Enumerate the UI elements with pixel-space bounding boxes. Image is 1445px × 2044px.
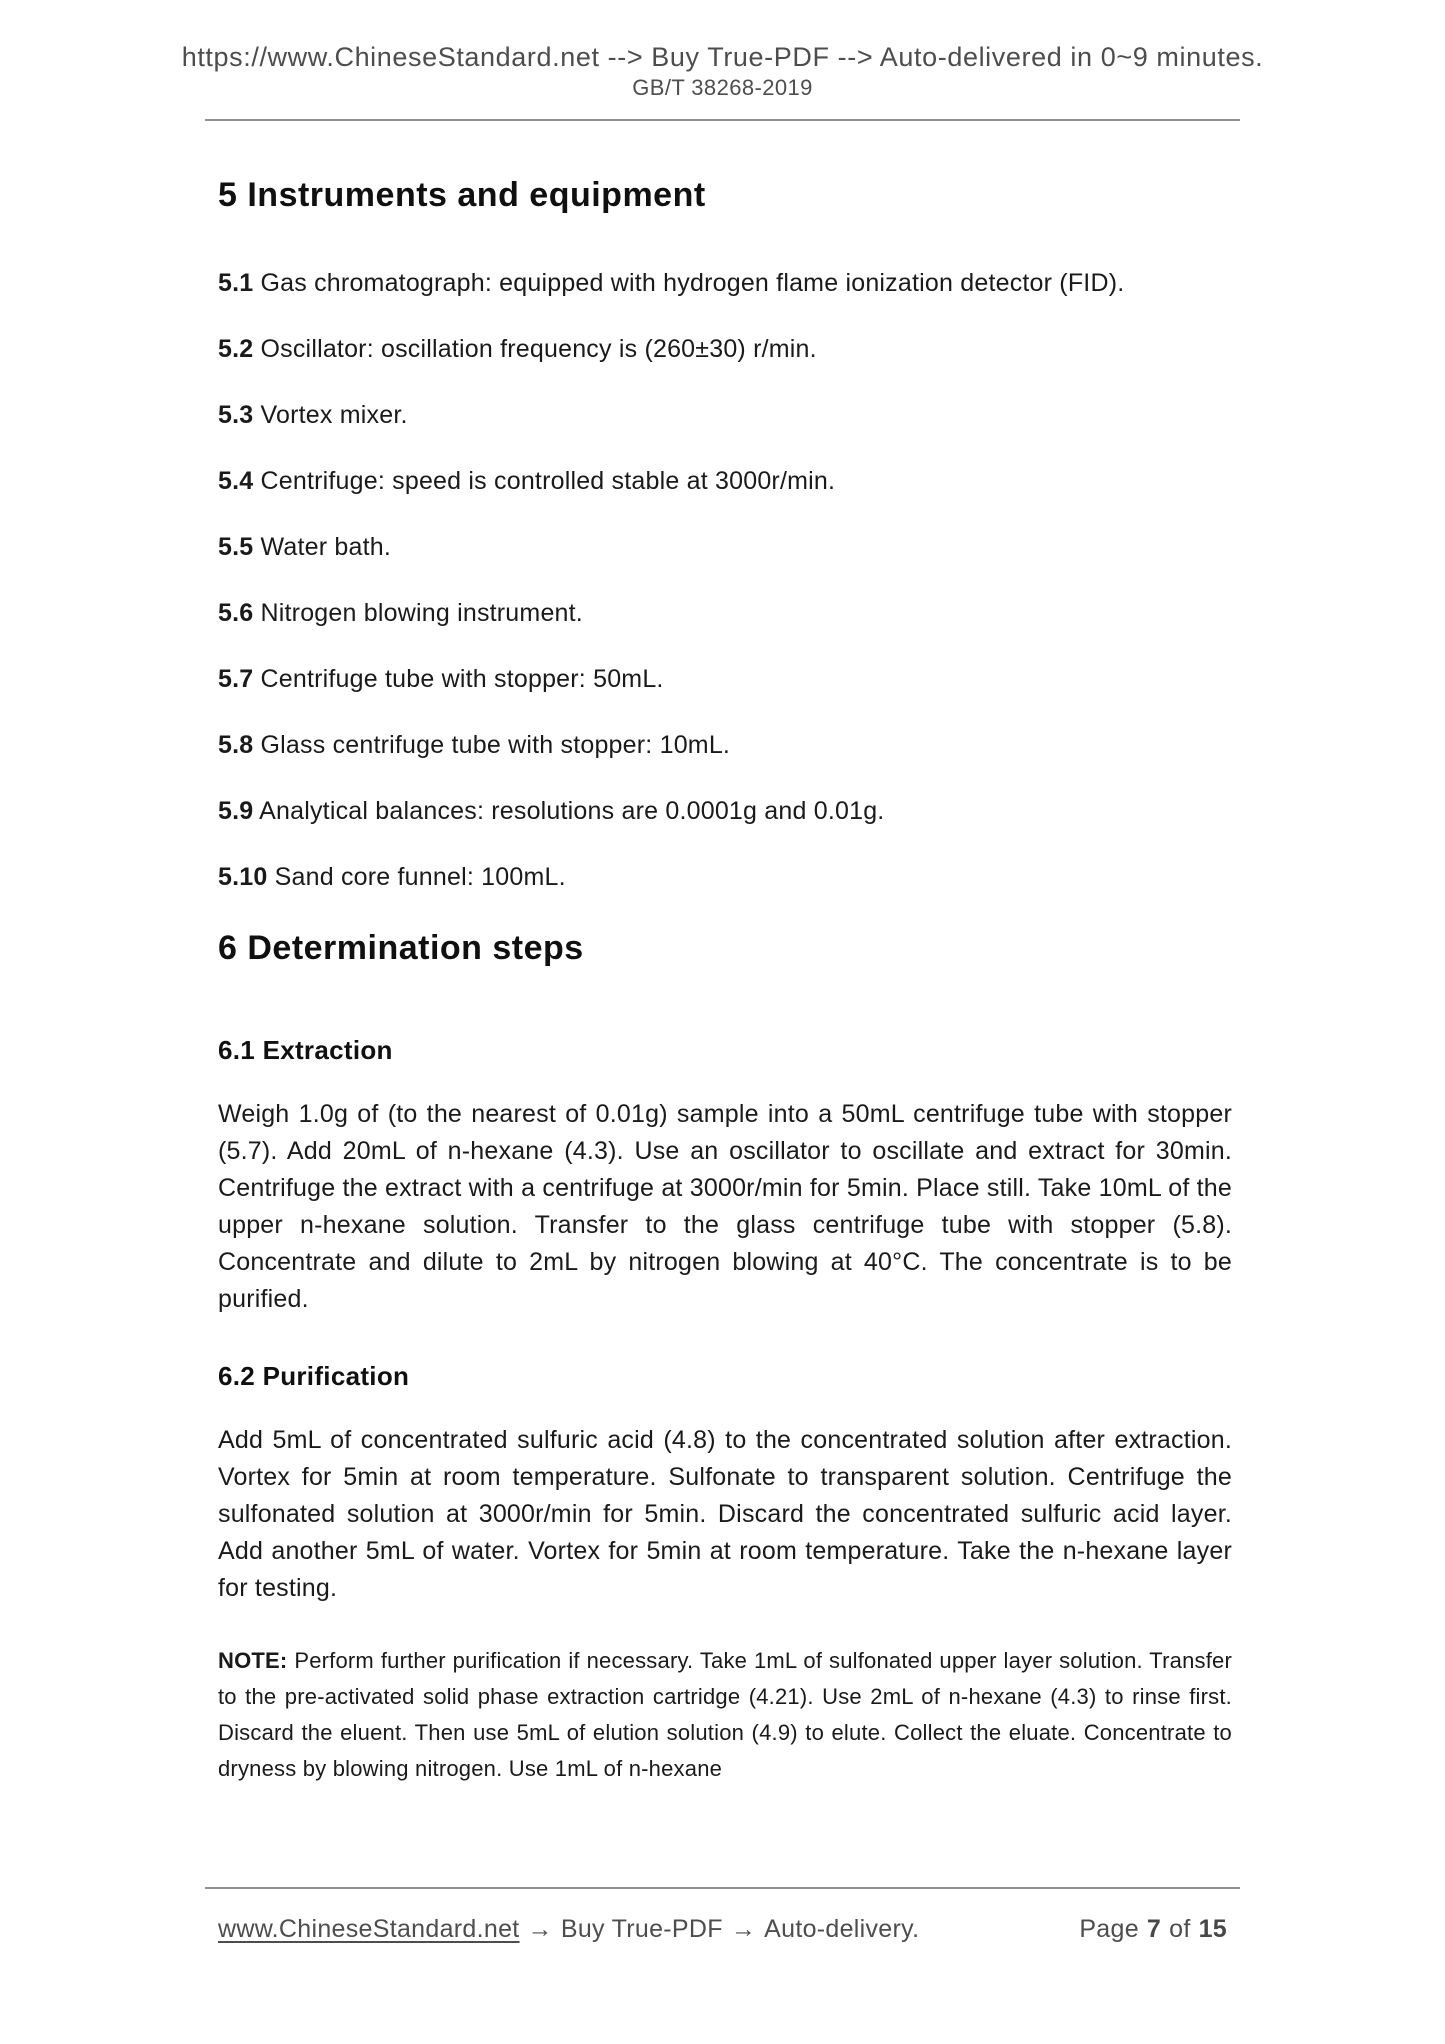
- item-number: 5.6: [218, 599, 254, 627]
- footer-site-line: [218, 1915, 919, 1944]
- page-footer: [205, 1887, 1240, 1944]
- instrument-item-5-7: [218, 661, 1232, 698]
- instrument-item-5-4: [218, 463, 1232, 500]
- purification-paragraph: Add 5mL of concentrated sulfuric acid (4.8) to the concentrated solution after extraction. Vortex for 5min at room temperature. Sulfonate to transparent solution. Centrifuge the sulfonated solution at 3000r/min for 5min. Discard the concentrated sulfuric acid layer. Add another 5mL of water. Vortex for 5min at room temperature. Take the n-hexane layer for testing.: [218, 1426, 1232, 1602]
- document-body: [218, 121, 1232, 1787]
- item-text: Oscillator: oscillation frequency is (260±30) r/min.: [260, 335, 817, 363]
- header-url-line: https://www.ChineseStandard.net --> Buy True-PDF --> Auto-delivered in 0~9 minutes.: [181, 42, 1264, 72]
- extraction-paragraph: Weigh 1.0g of (to the nearest of 0.01g) sample into a 50mL centrifuge tube with stopper (5.7). Add 20mL of n-hexane (4.3). Use an oscillator to oscillate and extract for 30min. Centrifuge the extract with a centrifuge at 3000r/min for 5min. Place still. Take 10mL of the upper n-hexane solution. Transfer to the glass centrifuge tube with stopper (5.8). Concentrate and dilute to 2mL by nitrogen blowing at 40°C. The concentrate is to be purified.: [218, 1100, 1232, 1313]
- footer-row: [205, 1915, 1240, 1944]
- item-number: 5.3: [218, 401, 254, 429]
- item-text: Sand core funnel: 100mL.: [274, 863, 566, 891]
- item-text: Analytical balances: resolutions are 0.0001g and 0.01g.: [259, 797, 885, 825]
- item-text: Centrifuge tube with stopper: 50mL.: [260, 665, 664, 693]
- item-text: Centrifuge: speed is controlled stable at 3000r/min.: [260, 467, 836, 495]
- item-text: Glass centrifuge tube with stopper: 10mL.: [260, 731, 731, 759]
- page-label: Page: [1079, 1915, 1139, 1943]
- item-text: Gas chromatograph: equipped with hydrogen flame ionization detector (FID).: [260, 269, 1125, 297]
- page-header: [0, 0, 1445, 101]
- instrument-item-5-1: [218, 265, 1232, 302]
- item-number: 5.9: [218, 797, 254, 825]
- item-number: 5.2: [218, 335, 254, 363]
- page-current: 7: [1146, 1915, 1162, 1943]
- section-5-heading: 5 Instruments and equipment: [218, 176, 706, 214]
- item-text: Nitrogen blowing instrument.: [260, 599, 583, 627]
- right-arrow-icon: →: [730, 1915, 757, 1943]
- item-text: Water bath.: [260, 533, 392, 561]
- page-indicator: [1079, 1915, 1227, 1944]
- item-text: Vortex mixer.: [260, 401, 408, 429]
- subsection-6-2-heading: 6.2 Purification: [218, 1361, 410, 1391]
- item-number: 5.8: [218, 731, 254, 759]
- instrument-item-5-10: [218, 859, 1232, 896]
- footer-site-link[interactable]: www.ChineseStandard.net: [218, 1915, 520, 1943]
- subsection-6-1-heading: 6.1 Extraction: [218, 1035, 393, 1065]
- footer-delivery-text: Auto-delivery.: [764, 1915, 920, 1943]
- item-number: 5.1: [218, 269, 254, 297]
- footer-buy-text: Buy True-PDF: [560, 1915, 723, 1943]
- note-paragraph: [218, 1643, 1232, 1787]
- instrument-item-5-9: [218, 793, 1232, 830]
- right-arrow-icon: →: [527, 1915, 553, 1943]
- item-number: 5.7: [218, 665, 254, 693]
- item-number: 5.4: [218, 467, 254, 495]
- instrument-item-5-6: [218, 595, 1232, 632]
- note-text: Perform further purification if necessary. Take 1mL of sulfonated upper layer solution. Transfer to the pre-activated solid phase extraction cartridge (4.21). Use 2mL of n-hexane (4.3) to rinse first. Discard the eluent. Then use 5mL of elution solution (4.9) to elute. Collect the eluate. Concentrate to dryness by blowing nitrogen. Use 1mL of n-hexane: [218, 1648, 1232, 1781]
- note-label: NOTE:: [218, 1648, 288, 1673]
- section-6-heading: 6 Determination steps: [218, 929, 584, 967]
- instrument-item-5-3: [218, 397, 1232, 434]
- instrument-item-5-8: [218, 727, 1232, 764]
- item-number: 5.5: [218, 533, 254, 561]
- standard-number: GB/T 38268-2019: [632, 75, 813, 100]
- page-total: 15: [1198, 1915, 1227, 1943]
- footer-divider: [205, 1887, 1240, 1889]
- instrument-item-5-2: [218, 331, 1232, 368]
- of-label: of: [1169, 1915, 1191, 1943]
- instrument-item-5-5: [218, 529, 1232, 566]
- item-number: 5.10: [218, 863, 268, 891]
